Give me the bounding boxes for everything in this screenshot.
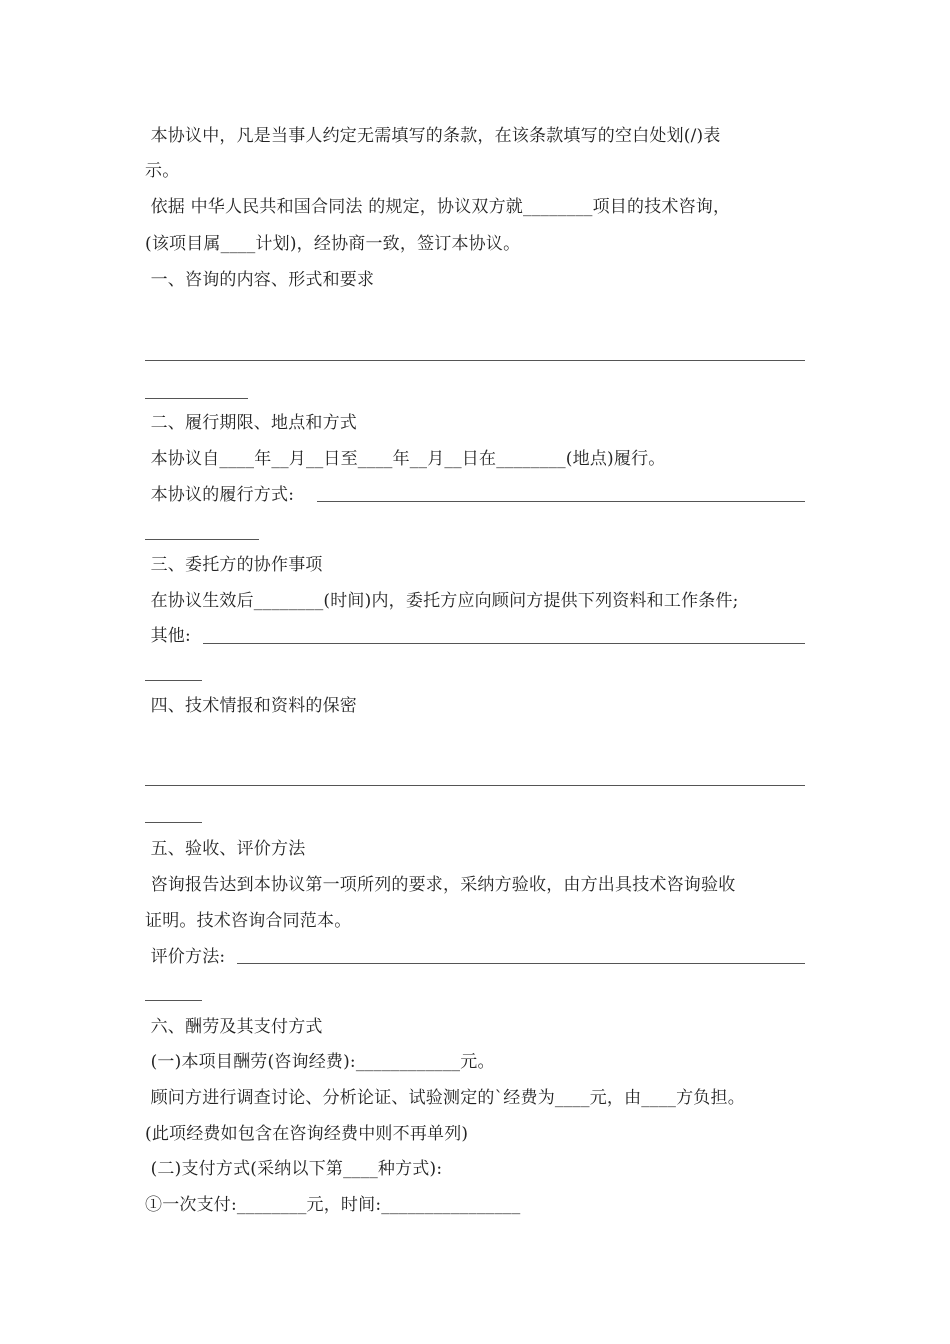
performance-method-rule bbox=[317, 501, 805, 502]
section-4-fill-rule-tail bbox=[145, 822, 202, 823]
section-2-heading: 二、履行期限、地点和方式 bbox=[145, 413, 358, 433]
section-4-heading: 四、技术情报和资料的保密 bbox=[145, 696, 358, 716]
evaluation-label: 评价方法: bbox=[145, 947, 226, 967]
intro-line-2: 示。 bbox=[145, 161, 180, 181]
acceptance-line-2: 证明。技术咨询合同范本。 bbox=[145, 911, 352, 931]
other-rule-tail bbox=[145, 680, 202, 681]
payment-method-line: (二)支付方式(采纳以下第____种方式): bbox=[145, 1159, 443, 1179]
expense-line: 顾问方进行调查讨论、分析论证、试验测定的`经费为____元，由____方负担。 bbox=[145, 1088, 745, 1108]
basis-line-2: (该项目属____计划)，经协商一致，签订本协议。 bbox=[145, 234, 521, 254]
expense-note: (此项经费如包含在咨询经费中则不再单列) bbox=[145, 1124, 469, 1144]
acceptance-line-1: 咨询报告达到本协议第一项所列的要求，采纳方验收，由方出具技术咨询验收 bbox=[145, 875, 736, 895]
other-label: 其他: bbox=[145, 626, 191, 646]
performance-method-rule-tail bbox=[145, 539, 259, 540]
basis-line-1: 依据 中华人民共和国合同法 的规定，协议双方就________项目的技术咨询， bbox=[145, 197, 731, 217]
one-time-payment-line: ①一次支付:________元，时间:________________ bbox=[145, 1195, 521, 1215]
other-rule bbox=[203, 643, 805, 644]
evaluation-rule bbox=[237, 963, 805, 964]
section-3-heading: 三、委托方的协作事项 bbox=[145, 555, 323, 575]
section-1-fill-rule bbox=[145, 360, 805, 361]
term-line: 本协议自____年__月__日至____年__月__日在________(地点)履行。 bbox=[145, 449, 666, 469]
section-5-heading: 五、验收、评价方法 bbox=[145, 839, 306, 859]
section-4-fill-rule bbox=[145, 785, 805, 786]
section-1-heading: 一、咨询的内容、形式和要求 bbox=[145, 270, 375, 290]
fee-line: (一)本项目酬劳(咨询经费):____________元。 bbox=[145, 1052, 495, 1072]
performance-method-label: 本协议的履行方式: bbox=[145, 485, 295, 505]
intro-line-1: 本协议中，凡是当事人约定无需填写的条款，在该条款填写的空白处划(/)表 bbox=[145, 126, 721, 146]
evaluation-rule-tail bbox=[145, 1000, 202, 1001]
cooperation-line: 在协议生效后________(时间)内，委托方应向顾问方提供下列资料和工作条件; bbox=[145, 591, 739, 611]
section-6-heading: 六、酬劳及其支付方式 bbox=[145, 1017, 323, 1037]
section-1-fill-rule-tail bbox=[145, 398, 248, 399]
